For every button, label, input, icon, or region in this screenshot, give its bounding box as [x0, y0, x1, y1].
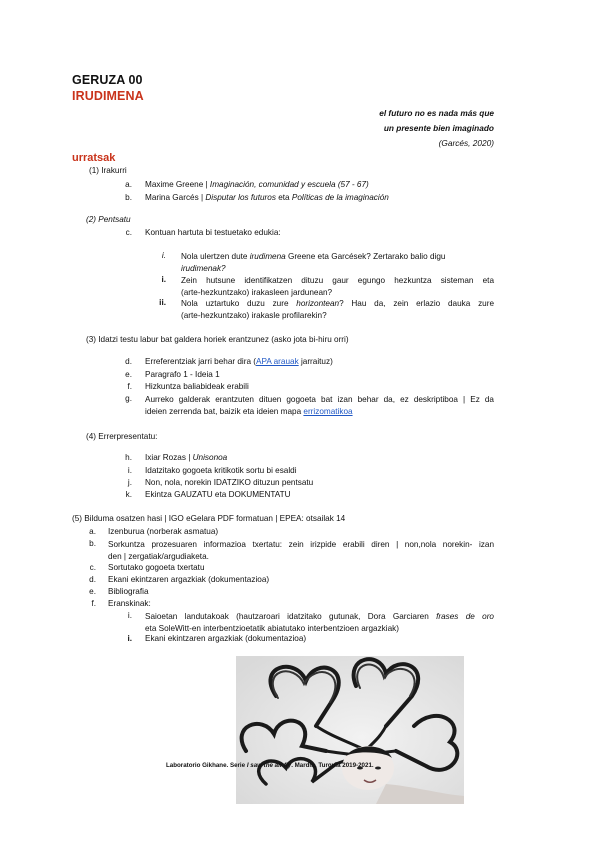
- list-marker: h.: [125, 453, 132, 462]
- bilduma-item-bibliography: Bibliografia: [108, 587, 149, 596]
- section-title: urratsak: [72, 152, 116, 164]
- hair-hearts-photo: [236, 656, 464, 804]
- list-marker: ii.: [159, 298, 166, 307]
- list-marker: f.: [127, 382, 132, 391]
- step-errerpresentatu-label: (4) Errerpresentatu:: [86, 432, 158, 441]
- appendix-item-sessions: Saioetan landutakoak (hautzaroari idatzitako gutunak, Dora Garciaren frases de oro eta SoleWitt-en interbentzioetatik abiatutako interbentzioen argazkiak): [145, 612, 494, 633]
- idatzi-item-references: Erreferentziak jarri behar dira (APA arauak jarraituz): [145, 357, 333, 366]
- list-marker: b.: [125, 193, 132, 202]
- list-marker: e.: [125, 370, 132, 379]
- appendix-item-photos: Ekani ekintzaren argazkiak (dokumentazioa): [145, 634, 307, 643]
- list-marker: i.: [127, 634, 132, 643]
- list-marker: j.: [127, 478, 132, 487]
- bilduma-item-reflection: Sortutako gogoeta txertatu: [108, 563, 205, 572]
- list-marker: e.: [89, 587, 96, 596]
- reading-item-greene: Maxime Greene | Imaginación, comunidad y escuela (57 - 67): [145, 180, 369, 189]
- list-marker: i.: [161, 251, 166, 260]
- step-pentsatu-label: (2) Pentsatu: [86, 215, 131, 224]
- list-marker: b.: [89, 539, 96, 548]
- idatzi-item-language: Hizkuntza baliabideak erabili: [145, 382, 249, 391]
- reading-item-garces: Marina Garcés | Disputar los futuros eta Políticas de la imaginación: [145, 193, 389, 202]
- list-marker: c.: [89, 563, 96, 572]
- list-marker: k.: [125, 490, 132, 499]
- list-marker: i.: [161, 275, 166, 284]
- bilduma-item-appendix: Eranskinak:: [108, 599, 151, 608]
- question-2: Zein hutsune identifikatzen dituzu gaur egungo hezkuntza sisteman eta (arte-hezkuntzako) irakasleen jardunean?: [181, 276, 494, 297]
- list-marker: a.: [89, 527, 96, 536]
- list-marker: c.: [125, 228, 132, 237]
- bilduma-item-photos: Ekani ekintzaren argazkiak (dokumentazioa): [108, 575, 270, 584]
- apa-rules-link[interactable]: APA arauak: [256, 357, 299, 366]
- question-3: Nola uztartuko duzu zure horizontean? Hau da, zein erlazio dauka zure (arte-hezkuntzako) irakasle profilarekin?: [181, 299, 494, 320]
- list-marker: i.: [127, 466, 132, 475]
- rhizomatic-link[interactable]: errizomatikoa: [303, 406, 353, 416]
- step-idatzi-label: (3) Idatzi testu labur bat galdera horiek erantzunez (asko jota bi-hiru orri): [86, 335, 349, 344]
- errerpresentatu-item-action: Ekintza GAUZATU eta DOKUMENTATU: [145, 490, 291, 499]
- hair-hearts-image: [236, 656, 464, 804]
- errerpresentatu-item-rozas: Ixiar Rozas | Unisonoa: [145, 453, 228, 462]
- page-title: GERUZA 00: [72, 73, 143, 87]
- quote-source: (Garcés, 2020): [438, 138, 494, 148]
- bilduma-item-title: Izenburua (norberak asmatua): [108, 527, 219, 536]
- list-marker: i.: [127, 611, 132, 620]
- question-1: Nola ulertzen dute irudimena Greene eta Garcések? Zertarako balio digu irudimenak?: [181, 252, 446, 273]
- step-bilduma-label: (5) Bilduma osatzen hasi | IGO eGelara PDF formatuan | EPEA: otsailak 14: [72, 514, 346, 523]
- quote-line-1: el futuro no es nada más que: [379, 108, 494, 118]
- idatzi-item-reflection: Aurreko galderak erantzuten dituen gogoeta bat izan behar da, ez deskriptiboa | Ez da ideien zerrenda bat, baizik eta ideien mapa errizomatikoa: [145, 395, 494, 416]
- quote-line-2: un presente bien imaginado: [383, 123, 494, 133]
- pentsatu-intro: Kontuan hartuta bi testuetako edukia:: [145, 228, 281, 237]
- list-marker: g.: [125, 394, 132, 403]
- list-marker: d.: [89, 575, 96, 584]
- photo-caption: Laboratorio Gikhane. Serie I saw the air fly. Mardin, Turquia 2019-2021.: [166, 762, 374, 769]
- errerpresentatu-item-where: Non, nola, norekin IDATZIKO dituzun pentsatu: [145, 478, 314, 487]
- errerpresentatu-item-sentences: Idatzitako gogoeta kritikotik sortu bi esaldi: [145, 466, 297, 475]
- list-marker: a.: [125, 180, 132, 189]
- page-subtitle: IRUDIMENA: [72, 89, 144, 103]
- idatzi-item-paragraph: Paragrafo 1 - Ideia 1: [145, 370, 220, 379]
- bilduma-item-process: Sorkuntza prozesuaren informazioa txertatu: zein irizpide erabili diren | non,nola norekin- izan den | zergatiak/argudiaketa.: [108, 540, 494, 561]
- step-irakurri-label: (1) Irakurri: [89, 166, 127, 175]
- list-marker: d.: [125, 357, 132, 366]
- list-marker: f.: [91, 599, 96, 608]
